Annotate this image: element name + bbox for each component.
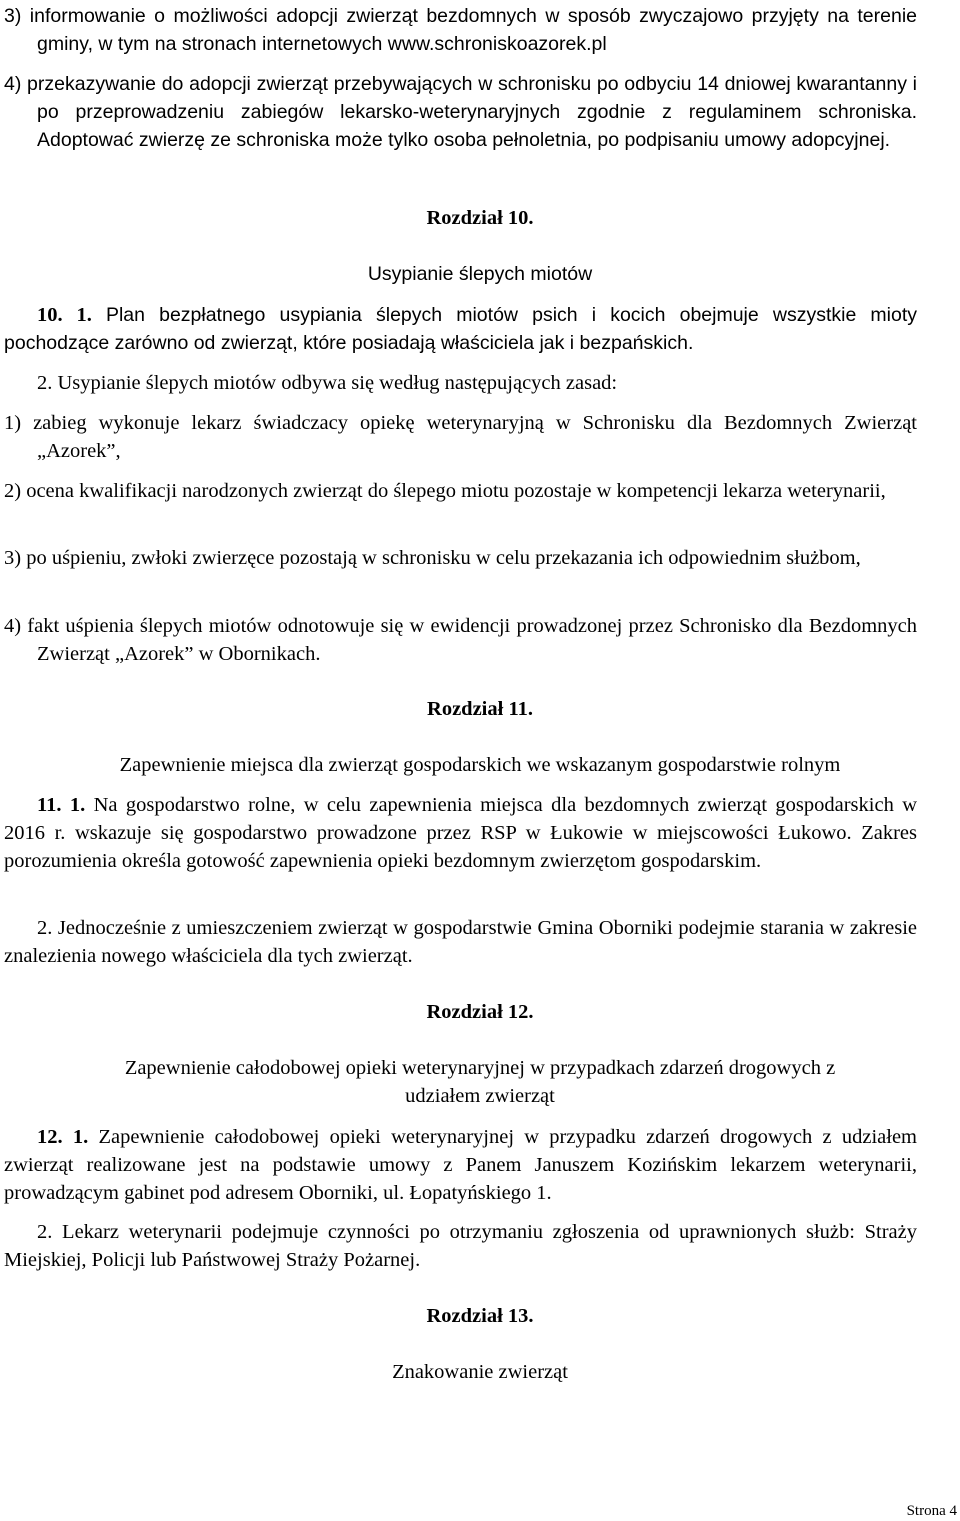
chapter-11-heading: Rozdział 11. xyxy=(427,698,533,720)
list-item-4: 4) przekazywanie do adopcji zwierząt przebywających w schronisku po odbyciu 14 dniowej kwarantanny i po przeprowadzeniu zabiegów lekarsko-weterynaryjnych zgodnie z regulaminem schroniska. Adoptować zwierzę ze schroniska może tylko osoba pełnoletnia, po podpisaniu umowy adopcyjnej. xyxy=(4,73,917,151)
paragraph-text: Zapewnienie całodobowej opieki weterynaryjnej w przypadku zdarzeń drogowych z udziałem zwierząt realizowane jest na podstawie umowy z Panem Januszem Kozińskim lekarzem weterynarii, prowadzącym gabinet pod adresem Oborniki, ul. Łopatyńskiego 1. xyxy=(4,1126,917,1204)
chapter-13-heading: Rozdział 13. xyxy=(426,1305,534,1327)
page-number-footer: Strona 4 xyxy=(906,1503,957,1519)
chapter-12-title-line-1: Zapewnienie całodobowej opieki weterynaryjnej w przypadkach zdarzeń drogowych z xyxy=(124,1057,836,1079)
chapter-10-rule-4: 4) fakt uśpienia ślepych miotów odnotowuje się w ewidencji prowadzonej przez Schronisko dla Bezdomnych Zwierząt „Azorek” w Obornikach. xyxy=(4,615,917,665)
chapter-10-paragraph-1 xyxy=(4,301,917,357)
paragraph-number: 10. 1. xyxy=(37,304,92,326)
chapter-10-rule-2: 2) ocena kwalifikacji narodzonych zwierząt do ślepego miotu pozostaje w kompetencji lekarza weterynarii, xyxy=(4,480,886,502)
paragraph-text: 2. Jednocześnie z umieszczeniem zwierząt w gospodarstwie Gmina Oborniki podejmie starania w zakresie znalezienia nowego właściciela dla tych zwierząt. xyxy=(4,917,917,967)
chapter-12-heading: Rozdział 12. xyxy=(426,1001,534,1023)
chapter-11-paragraph-1 xyxy=(4,791,917,875)
chapter-12-paragraph-2 xyxy=(4,1218,917,1274)
paragraph-text: Plan bezpłatnego usypiania ślepych miotów psich i kocich obejmuje wszystkie mioty pochodzące zarówno od zwierząt, które posiadają właściciela jak i bezpańskich. xyxy=(4,304,917,354)
chapter-10-title: Usypianie ślepych miotów xyxy=(367,263,593,285)
chapter-11-title: Zapewnienie miejsca dla zwierząt gospodarskich we wskazanym gospodarstwie rolnym xyxy=(119,754,841,776)
chapter-12-title-line-2: udziałem zwierząt xyxy=(405,1085,555,1107)
chapter-10-heading: Rozdział 10. xyxy=(426,207,534,229)
list-item-3: 3) informowanie o możliwości adopcji zwierząt bezdomnych w sposób zwyczajowo przyjęty na terenie gminy, w tym na stronach internetowych www.schroniskoazorek.pl xyxy=(4,5,917,55)
chapter-10-rule-1: 1) zabieg wykonuje lekarz świadczacy opiekę weterynaryjną w Schronisku dla Bezdomnych Zwierząt „Azorek”, xyxy=(4,412,917,462)
chapter-10-paragraph-2 xyxy=(4,369,917,397)
paragraph-number: 12. 1. xyxy=(37,1126,89,1148)
paragraph-text: 2. Usypianie ślepych miotów odbywa się według następujących zasad: xyxy=(37,372,618,394)
paragraph-text: 2. Lekarz weterynarii podejmuje czynności po otrzymaniu zgłoszenia od uprawnionych służb: Straży Miejskiej, Policji lub Państwowej Straży Pożarnej. xyxy=(4,1221,917,1271)
chapter-11-paragraph-2 xyxy=(4,914,917,970)
chapter-13-title: Znakowanie zwierząt xyxy=(392,1361,568,1383)
chapter-12-paragraph-1 xyxy=(4,1123,917,1207)
paragraph-text: Na gospodarstwo rolne, w celu zapewnienia miejsca dla bezdomnych zwierząt gospodarskich w 2016 r. wskazuje się gospodarstwo prowadzone przez RSP w Łukowie w miejscowości Łukowo. Zakres porozumienia określa gotowość zapewnienia opieki bezdomnym zwierzętom gospodarskim. xyxy=(4,794,917,872)
chapter-10-rule-3: 3) po uśpieniu, zwłoki zwierzęce pozostają w schronisku w celu przekazania ich odpowiednim służbom, xyxy=(4,547,861,569)
paragraph-number: 11. 1. xyxy=(37,794,86,816)
